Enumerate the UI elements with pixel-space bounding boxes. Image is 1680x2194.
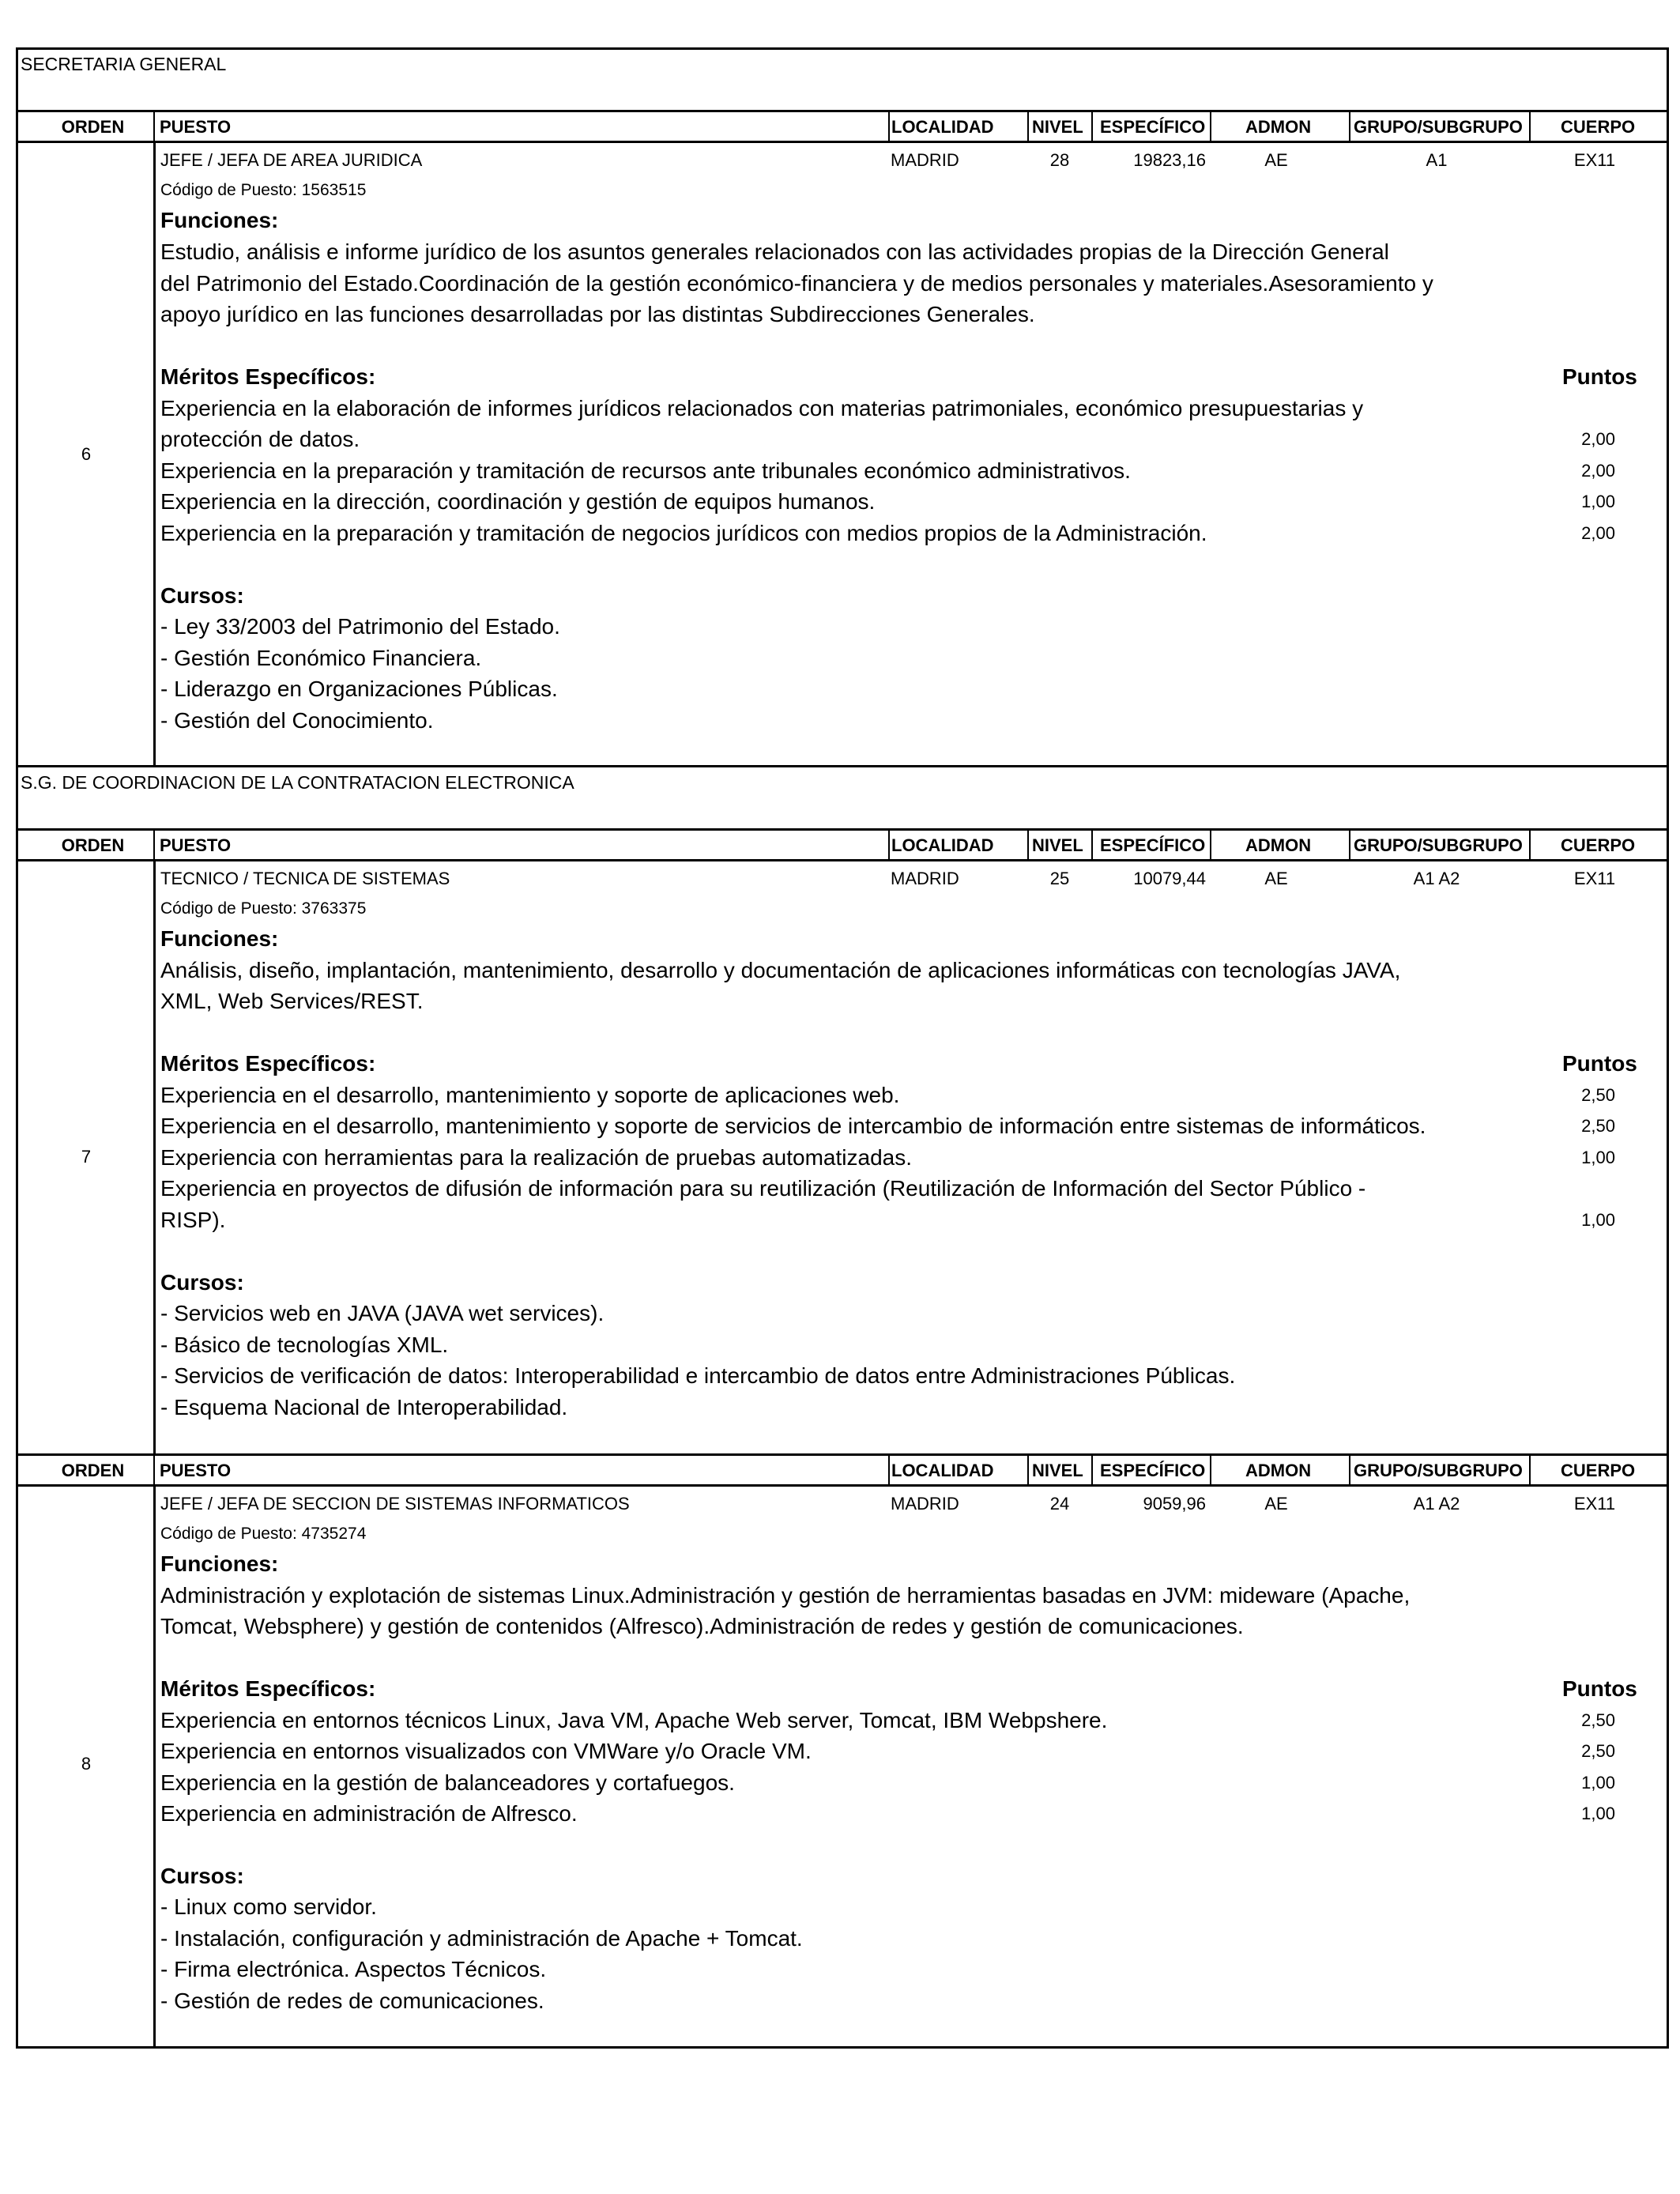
header-cuerpo: CUERPO bbox=[1561, 835, 1636, 855]
funciones-line: XML, Web Services/REST. bbox=[160, 989, 424, 1013]
frame-left-border bbox=[16, 47, 18, 2049]
header-localidad: LOCALIDAD bbox=[891, 835, 994, 855]
localidad-value: MADRID bbox=[891, 869, 959, 888]
nivel-value: 24 bbox=[1049, 1494, 1070, 1514]
header-divider bbox=[1210, 828, 1211, 860]
merito-line: Experiencia en la elaboración de informes jurídicos relacionados con materias patrimoniales, económico presupuestarias y bbox=[160, 396, 1364, 420]
puntos-label: Puntos bbox=[1562, 1676, 1637, 1701]
puntos-value: 2,50 bbox=[1581, 1741, 1615, 1761]
codigo-puesto: Código de Puesto: 4735274 bbox=[160, 1525, 367, 1543]
cursos-label: Cursos: bbox=[160, 1270, 244, 1295]
header-divider bbox=[1091, 828, 1093, 860]
header-divider bbox=[1027, 1453, 1029, 1485]
header-cuerpo: CUERPO bbox=[1561, 117, 1636, 137]
meritos-label: Méritos Específicos: bbox=[160, 1051, 376, 1076]
puntos-value: 2,00 bbox=[1581, 429, 1615, 449]
especifico-value: 9059,96 bbox=[1143, 1494, 1206, 1514]
admon-value: AE bbox=[1264, 1494, 1288, 1514]
curso-line: - Ley 33/2003 del Patrimonio del Estado. bbox=[160, 614, 560, 639]
codigo-puesto: Código de Puesto: 3763375 bbox=[160, 899, 367, 918]
header-bottom-border bbox=[16, 1484, 1669, 1487]
puntos-value: 2,50 bbox=[1581, 1116, 1615, 1136]
puntos-label: Puntos bbox=[1562, 364, 1637, 389]
puntos-value: 1,00 bbox=[1581, 1210, 1615, 1230]
merito-line: Experiencia en proyectos de difusión de información para su reutilización (Reutilización de Información del Sector Público - bbox=[160, 1176, 1366, 1201]
merito-line: Experiencia en la preparación y tramitación de recursos ante tribunales económico administrativos. bbox=[160, 458, 1131, 483]
header-divider bbox=[153, 828, 155, 860]
merito-line: RISP). bbox=[160, 1208, 226, 1232]
header-divider bbox=[1349, 1453, 1350, 1485]
puntos-value: 2,00 bbox=[1581, 461, 1615, 481]
header-cuerpo: CUERPO bbox=[1561, 1461, 1636, 1480]
merito-line: Experiencia en entornos técnicos Linux, Java VM, Apache Web server, Tomcat, IBM Webpshere. bbox=[160, 1708, 1108, 1732]
merito-line: Experiencia en el desarrollo, mantenimiento y soporte de aplicaciones web. bbox=[160, 1083, 900, 1107]
frame-top-border bbox=[16, 47, 1669, 50]
grupo-value: A1 A2 bbox=[1413, 1494, 1460, 1514]
curso-line: - Gestión del Conocimiento. bbox=[160, 708, 434, 733]
puesto-value: JEFE / JEFA DE AREA JURIDICA bbox=[160, 150, 423, 170]
puntos-value: 2,00 bbox=[1581, 523, 1615, 543]
row-separator bbox=[16, 765, 1669, 767]
header-divider bbox=[153, 1453, 155, 1485]
merito-line: Experiencia en administración de Alfresco. bbox=[160, 1801, 578, 1826]
puntos-value: 1,00 bbox=[1581, 492, 1615, 511]
funciones-label: Funciones: bbox=[160, 1551, 279, 1576]
header-divider bbox=[888, 828, 890, 860]
funciones-line: Administración y explotación de sistemas Linux.Administración y gestión de herramientas basadas en JVM: mideware (Apache, bbox=[160, 1583, 1411, 1608]
curso-line: - Linux como servidor. bbox=[160, 1894, 377, 1919]
curso-line: - Servicios de verificación de datos: Interoperabilidad e intercambio de datos entre Administraciones Públicas. bbox=[160, 1363, 1236, 1388]
admon-value: AE bbox=[1264, 150, 1288, 170]
header-admon: ADMON bbox=[1245, 1461, 1312, 1480]
header-especifico: ESPECÍFICO bbox=[1100, 835, 1206, 855]
header-divider bbox=[1027, 110, 1029, 141]
merito-line: Experiencia en entornos visualizados con VMWare y/o Oracle VM. bbox=[160, 1739, 812, 1763]
column-header-row bbox=[0, 112, 1680, 141]
header-orden: ORDEN bbox=[61, 117, 125, 137]
frame-right-border bbox=[1667, 47, 1669, 2049]
merito-line: Experiencia en el desarrollo, mantenimiento y soporte de servicios de intercambio de información entre sistemas de informáticos. bbox=[160, 1114, 1426, 1138]
cursos-label: Cursos: bbox=[160, 583, 244, 608]
puntos-value: 2,50 bbox=[1581, 1710, 1615, 1730]
meritos-label: Méritos Específicos: bbox=[160, 364, 376, 389]
column-header-row bbox=[0, 831, 1680, 859]
column-header-row bbox=[0, 1456, 1680, 1484]
header-admon: ADMON bbox=[1245, 117, 1312, 137]
header-divider bbox=[888, 1453, 890, 1485]
header-divider bbox=[1529, 828, 1531, 860]
puesto-value: TECNICO / TECNICA DE SISTEMAS bbox=[160, 869, 450, 888]
header-divider bbox=[1210, 1453, 1211, 1485]
nivel-value: 25 bbox=[1049, 869, 1070, 888]
header-divider bbox=[1027, 828, 1029, 860]
header-grupo: GRUPO/SUBGRUPO bbox=[1354, 835, 1523, 855]
header-nivel: NIVEL bbox=[1032, 835, 1083, 855]
header-divider bbox=[1091, 1453, 1093, 1485]
puntos-label: Puntos bbox=[1562, 1051, 1637, 1076]
orden-value: 8 bbox=[81, 1754, 92, 1774]
header-admon: ADMON bbox=[1245, 835, 1312, 855]
frame-bottom-border bbox=[16, 2046, 1669, 2049]
header-especifico: ESPECÍFICO bbox=[1100, 1461, 1206, 1480]
merito-line: Experiencia en la preparación y tramitación de negocios jurídicos con medios propios de la Administración. bbox=[160, 521, 1207, 545]
curso-line: - Esquema Nacional de Interoperabilidad. bbox=[160, 1395, 568, 1419]
merito-line: Experiencia en la dirección, coordinación y gestión de equipos humanos. bbox=[160, 489, 876, 514]
section-title-secretaria: SECRETARIA GENERAL bbox=[21, 54, 227, 74]
puntos-value: 2,50 bbox=[1581, 1085, 1615, 1105]
header-puesto: PUESTO bbox=[160, 1461, 232, 1480]
grupo-value: A1 bbox=[1426, 150, 1448, 170]
curso-line: - Firma electrónica. Aspectos Técnicos. bbox=[160, 1957, 547, 1981]
curso-line: - Servicios web en JAVA (JAVA wet services). bbox=[160, 1301, 605, 1325]
header-localidad: LOCALIDAD bbox=[891, 117, 994, 137]
funciones-line: Tomcat, Websphere) y gestión de contenidos (Alfresco).Administración de redes y gestión de comunicaciones. bbox=[160, 1614, 1244, 1638]
header-divider bbox=[1349, 110, 1350, 141]
funciones-line: Análisis, diseño, implantación, mantenimiento, desarrollo y documentación de aplicaciones informáticas con tecnologías JAVA, bbox=[160, 958, 1401, 982]
header-puesto: PUESTO bbox=[160, 117, 232, 137]
curso-line: - Básico de tecnologías XML. bbox=[160, 1333, 449, 1357]
puntos-value: 1,00 bbox=[1581, 1148, 1615, 1167]
header-divider bbox=[1210, 110, 1211, 141]
header-divider bbox=[1091, 110, 1093, 141]
funciones-line: Estudio, análisis e informe jurídico de los asuntos generales relacionados con las actividades propias de la Dirección General bbox=[160, 239, 1389, 264]
header-orden: ORDEN bbox=[61, 835, 125, 855]
meritos-label: Méritos Específicos: bbox=[160, 1676, 376, 1701]
funciones-label: Funciones: bbox=[160, 208, 279, 232]
puntos-value: 1,00 bbox=[1581, 1773, 1615, 1793]
grupo-value: A1 A2 bbox=[1413, 869, 1460, 888]
cursos-label: Cursos: bbox=[160, 1864, 244, 1888]
codigo-puesto: Código de Puesto: 1563515 bbox=[160, 181, 367, 199]
orden-value: 6 bbox=[81, 444, 92, 464]
curso-line: - Gestión Económico Financiera. bbox=[160, 646, 482, 670]
header-orden: ORDEN bbox=[61, 1461, 125, 1480]
section-title-contratacion: S.G. DE COORDINACION DE LA CONTRATACION ELECTRONICA bbox=[21, 772, 574, 793]
header-grupo: GRUPO/SUBGRUPO bbox=[1354, 1461, 1523, 1480]
funciones-label: Funciones: bbox=[160, 926, 279, 951]
funciones-line: del Patrimonio del Estado.Coordinación de la gestión económico-financiera y de medios personales y materiales.Asesoramiento y bbox=[160, 271, 1433, 296]
especifico-value: 10079,44 bbox=[1133, 869, 1206, 888]
nivel-value: 28 bbox=[1049, 150, 1070, 170]
orden-value: 7 bbox=[81, 1147, 92, 1167]
cuerpo-value: EX11 bbox=[1573, 1494, 1616, 1514]
header-bottom-border bbox=[16, 859, 1669, 861]
cuerpo-value: EX11 bbox=[1573, 150, 1616, 170]
merito-line: Experiencia en la gestión de balanceadores y cortafuegos. bbox=[160, 1770, 735, 1795]
curso-line: - Instalación, configuración y administración de Apache + Tomcat. bbox=[160, 1926, 803, 1951]
header-especifico: ESPECÍFICO bbox=[1100, 117, 1206, 137]
curso-line: - Liderazgo en Organizaciones Públicas. bbox=[160, 677, 558, 701]
localidad-value: MADRID bbox=[891, 1494, 959, 1514]
especifico-value: 19823,16 bbox=[1133, 150, 1206, 170]
curso-line: - Gestión de redes de comunicaciones. bbox=[160, 1989, 544, 2013]
header-divider bbox=[888, 110, 890, 141]
header-divider bbox=[1349, 828, 1350, 860]
merito-line: protección de datos. bbox=[160, 427, 360, 451]
header-nivel: NIVEL bbox=[1032, 117, 1083, 137]
cuerpo-value: EX11 bbox=[1573, 869, 1616, 888]
header-divider bbox=[1529, 1453, 1531, 1485]
header-bottom-border bbox=[16, 141, 1669, 143]
header-nivel: NIVEL bbox=[1032, 1461, 1083, 1480]
admon-value: AE bbox=[1264, 869, 1288, 888]
header-localidad: LOCALIDAD bbox=[891, 1461, 994, 1480]
header-grupo: GRUPO/SUBGRUPO bbox=[1354, 117, 1523, 137]
header-divider bbox=[1529, 110, 1531, 141]
localidad-value: MADRID bbox=[891, 150, 959, 170]
puntos-value: 1,00 bbox=[1581, 1804, 1615, 1823]
funciones-line: apoyo jurídico en las funciones desarrolladas por las distintas Subdirecciones Generales. bbox=[160, 302, 1035, 326]
header-divider bbox=[153, 110, 155, 141]
header-puesto: PUESTO bbox=[160, 835, 232, 855]
puesto-value: JEFE / JEFA DE SECCION DE SISTEMAS INFORMATICOS bbox=[160, 1494, 630, 1514]
merito-line: Experiencia con herramientas para la realización de pruebas automatizadas. bbox=[160, 1145, 912, 1170]
